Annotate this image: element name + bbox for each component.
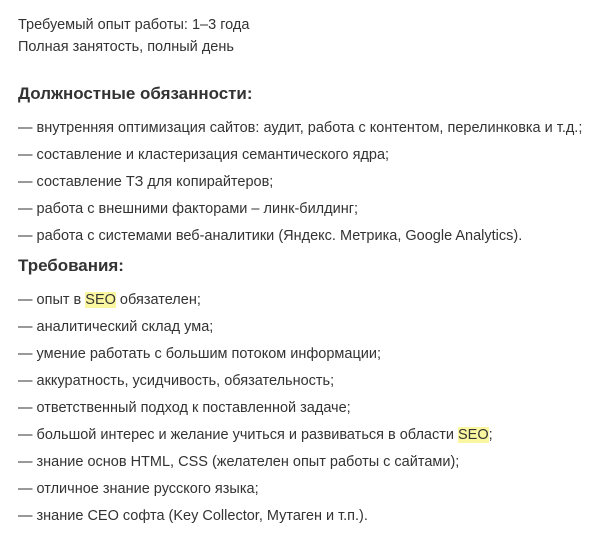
- list-item: [18, 118, 605, 138]
- requirements-heading: Требования:: [18, 256, 124, 275]
- list-item-text: — большой интерес и желание учиться и развиваться в области: [18, 427, 458, 443]
- list-item: [18, 425, 605, 445]
- job-description: [18, 14, 605, 533]
- list-item: [18, 290, 605, 310]
- list-item: [18, 199, 605, 219]
- list-item-text: — отличное знание русского языка;: [18, 481, 259, 497]
- list-item: [18, 452, 605, 472]
- list-item: [18, 226, 605, 246]
- list-item: [18, 172, 605, 192]
- list-item-text: — знание основ HTML, CSS (желателен опыт работы с сайтами);: [18, 454, 460, 470]
- list-item-text: обязателен;: [115, 292, 201, 308]
- highlighted-keyword: SEO: [85, 292, 116, 308]
- highlighted-keyword: SEO: [458, 427, 489, 443]
- list-item-text: — умение работать с большим потоком информации;: [18, 346, 381, 362]
- list-item: [18, 317, 605, 337]
- list-item-text: — работа с системами веб-аналитики (Яндекс. Метрика, Google Analytics).: [18, 228, 523, 244]
- list-item-text: — аккуратность, усидчивость, обязательность;: [18, 373, 335, 389]
- list-item: [18, 371, 605, 391]
- list-item-text: — внутренняя оптимизация сайтов: аудит, работа с контентом, перелинковка и т.д.;: [18, 120, 583, 136]
- list-item-text: — работа с внешними факторами – линк-билдинг;: [18, 201, 359, 217]
- list-item-text: — аналитический склад ума;: [18, 319, 214, 335]
- list-item-text: — составление и кластеризация семантического ядра;: [18, 147, 390, 163]
- experience-line: Требуемый опыт работы: 1–3 года: [18, 17, 250, 33]
- list-item-text: — ответственный подход к поставленной задаче;: [18, 400, 351, 416]
- list-item: [18, 479, 605, 499]
- list-item: [18, 145, 605, 165]
- list-item: [18, 344, 605, 364]
- list-item-text: ;: [488, 427, 493, 443]
- responsibilities-heading: Должностные обязанности:: [18, 84, 253, 103]
- responsibilities-list: [18, 118, 605, 246]
- list-item-text: — опыт в: [18, 292, 86, 308]
- list-item-text: — знание СЕО софта (Key Collector, Мутаген и т.п.).: [18, 508, 368, 524]
- list-item: [18, 398, 605, 418]
- requirements-list: [18, 290, 605, 526]
- employment-line: Полная занятость, полный день: [18, 39, 234, 55]
- list-item-text: — составление ТЗ для копирайтеров;: [18, 174, 274, 190]
- list-item: [18, 506, 605, 526]
